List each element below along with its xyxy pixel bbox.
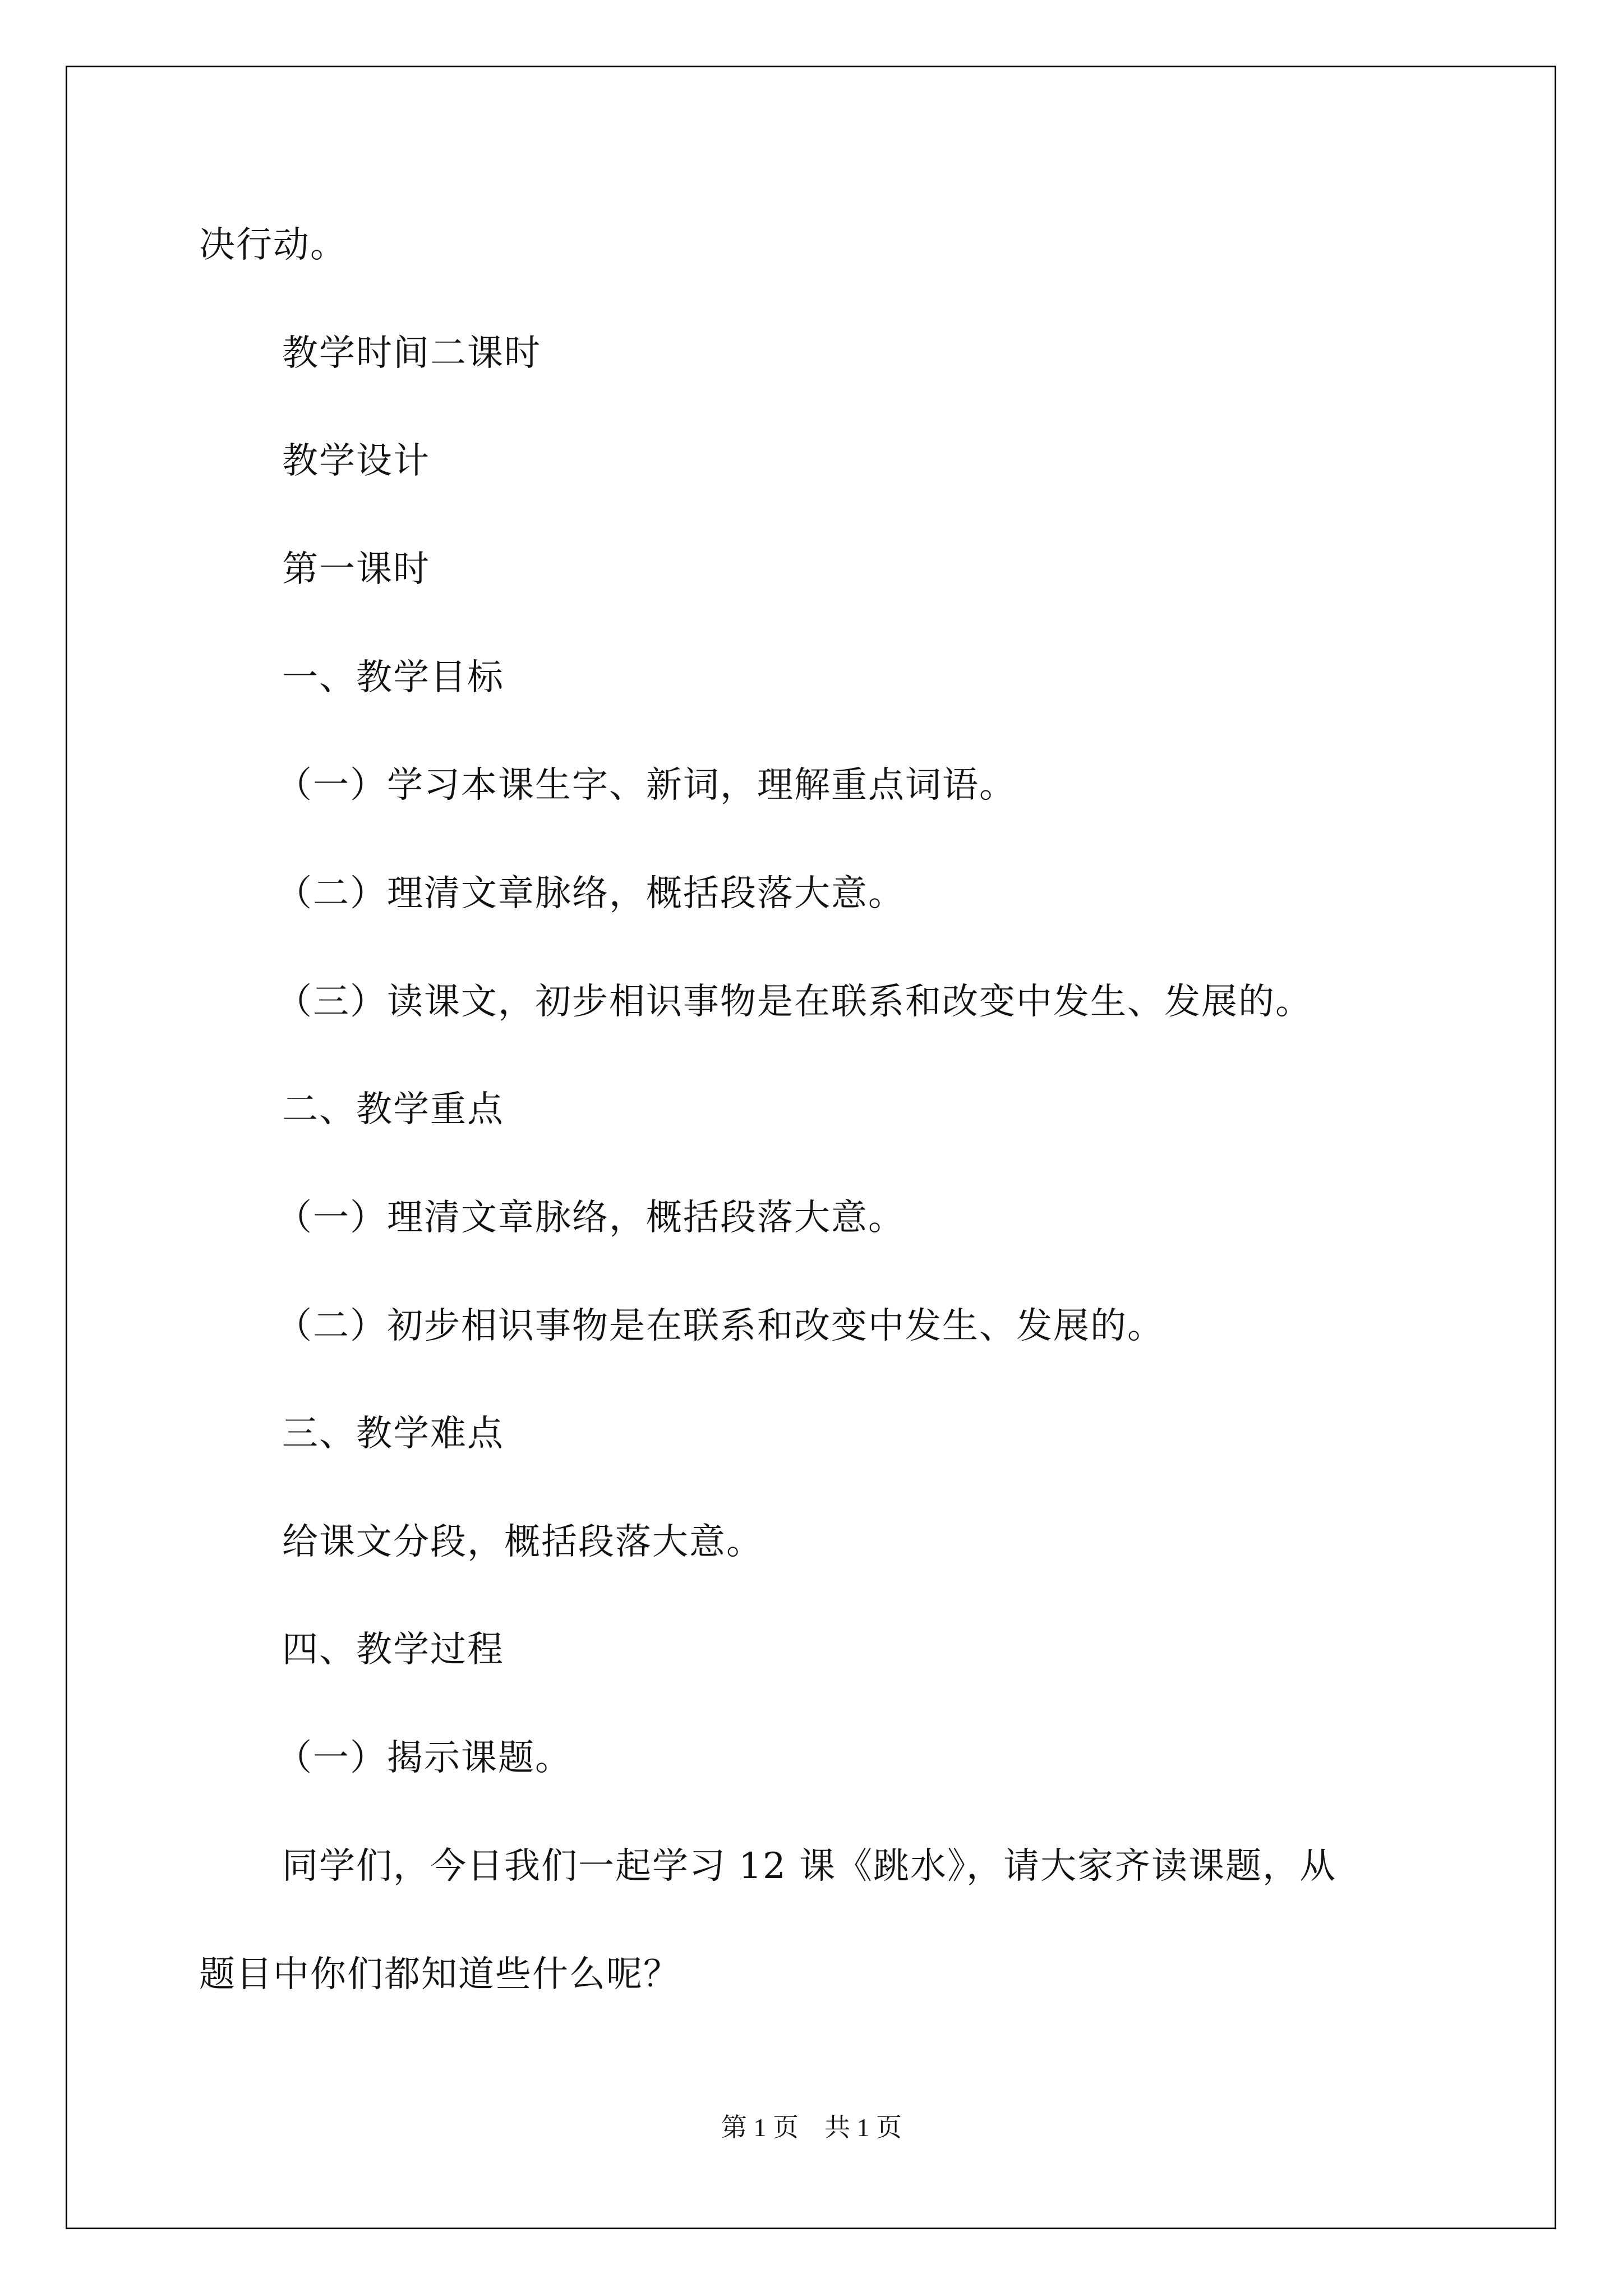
text-line-continuation: 决行动。 [199, 224, 347, 266]
page-number-footer: 第 1 页 共 1 页 [721, 2113, 902, 2142]
text-line-teaching-time: 教学时间二课时 [282, 333, 541, 374]
list-item: （二）初步相识事物是在联系和改变中发生、发展的。 [276, 1305, 1164, 1347]
section-heading-key-points: 二、教学重点 [282, 1089, 504, 1130]
text-line-teaching-design: 教学设计 [282, 440, 430, 482]
list-item: （一）理清文章脉络，概括段落大意。 [276, 1197, 905, 1239]
list-item: （一）学习本课生字、新词，理解重点词语。 [276, 765, 1016, 806]
list-item: （三）读课文，初步相识事物是在联系和改变中发生、发展的。 [276, 981, 1312, 1023]
paragraph-line: 同学们，今日我们一起学习 12 课《跳水》，请大家齐读课题，从 [282, 1846, 1337, 1887]
text-line-first-lesson: 第一课时 [282, 549, 430, 590]
section-heading-difficulties: 三、教学难点 [282, 1413, 504, 1455]
paragraph-line: 题目中你们都知道些什么呢？ [199, 1954, 680, 1995]
section-heading-objectives: 一、教学目标 [282, 657, 504, 698]
text-line-difficulty: 给课文分段，概括段落大意。 [282, 1521, 763, 1563]
page-frame [66, 66, 1556, 2229]
section-heading-process: 四、教学过程 [282, 1629, 504, 1671]
list-item: （一）揭示课题。 [276, 1737, 572, 1779]
list-item: （二）理清文章脉络，概括段落大意。 [276, 873, 905, 914]
